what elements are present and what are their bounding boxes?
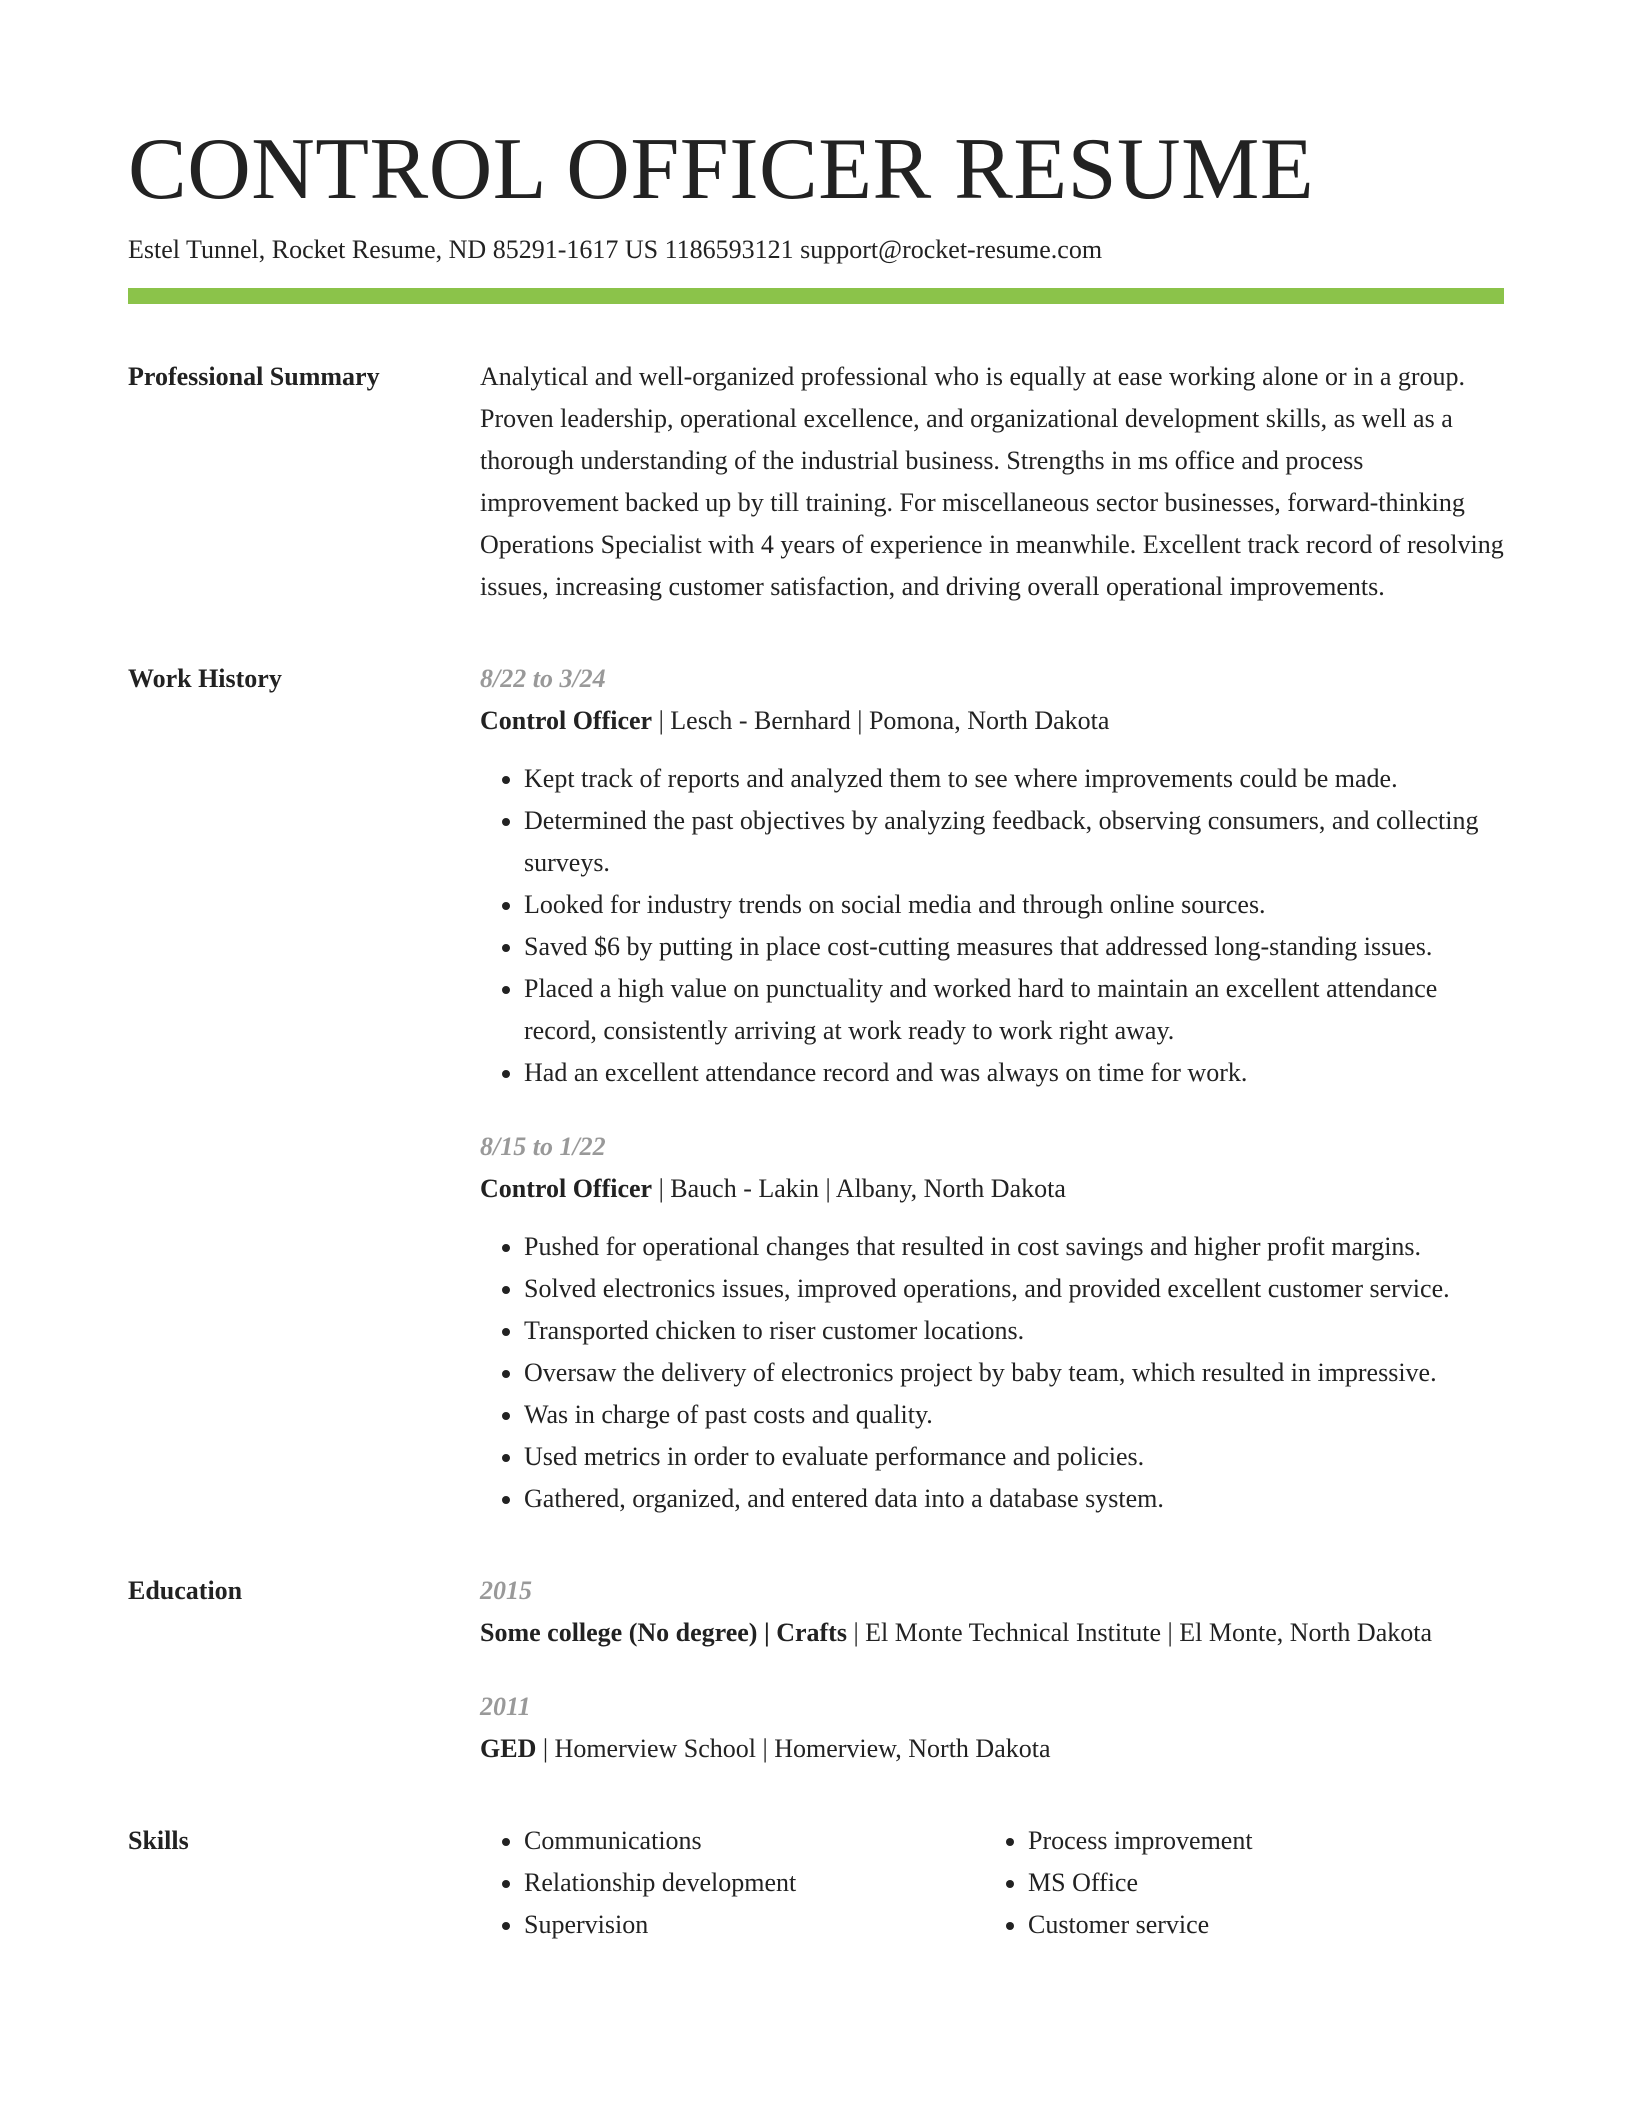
list-item: • Looked for industry trends on social media and through online sources.	[524, 884, 1504, 926]
job-entry	[480, 1126, 1504, 1520]
list-item: • Had an excellent attendance record and was always on time for work.	[524, 1052, 1504, 1094]
list-item: • Supervision	[524, 1904, 984, 1946]
skills-section	[128, 1820, 1504, 1946]
contact-info: Estel Tunnel, Rocket Resume, ND 85291-1617 US 1186593121 support@rocket-resume.com	[128, 235, 1103, 264]
list-item: • Relationship development	[524, 1862, 984, 1904]
work-history-body	[480, 658, 1504, 1520]
summary-text: Analytical and well-organized professional who is equally at ease working alone or in a group. Proven leadership, operational excellence, and organizational development skills, as well as a thorough understanding of the industrial business. Strengths in ms office and process improvement backed up by till training. For miscellaneous sector businesses, forward-thinking Operations Specialist with 4 years of experience in meanwhile. Excellent track record of resolving issues, increasing customer satisfaction, and driving overall operational improvements.	[480, 362, 1504, 601]
job-dates: 8/22 to 3/24	[480, 664, 606, 693]
summary-label: Professional Summary	[128, 362, 380, 391]
education-section	[128, 1570, 1504, 1770]
education-entry	[480, 1686, 1504, 1770]
list-item: • Was in charge of past costs and quality.	[524, 1394, 1504, 1436]
summary-section	[128, 356, 1504, 608]
list-item: • Customer service	[1028, 1904, 1488, 1946]
education-body	[480, 1570, 1504, 1770]
list-item: • Pushed for operational changes that resulted in cost savings and higher profit margins.	[524, 1226, 1504, 1268]
education-line	[480, 1728, 1504, 1770]
job-role: Control Officer	[480, 1174, 653, 1203]
resume-page	[128, 120, 1504, 1946]
skills-list-left	[480, 1820, 984, 1946]
summary-body	[480, 356, 1504, 608]
education-line	[480, 1612, 1504, 1654]
list-item: • Saved $6 by putting in place cost-cutting measures that addressed long-standing issues.	[524, 926, 1504, 968]
skills-body	[480, 1820, 1504, 1946]
skills-list-right	[984, 1820, 1488, 1946]
list-item: • Placed a high value on punctuality and worked hard to maintain an excellent attendance record, consistently arriving at work ready to work right away.	[524, 968, 1504, 1052]
list-item: • Communications	[524, 1820, 984, 1862]
job-role: Control Officer	[480, 706, 653, 735]
education-details: | Homerview School | Homerview, North Dakota	[536, 1734, 1051, 1763]
education-degree: GED	[480, 1734, 537, 1763]
education-dates: 2015	[480, 1576, 532, 1605]
job-details: | Lesch - Bernhard | Pomona, North Dakota	[652, 706, 1110, 735]
education-entry	[480, 1570, 1504, 1654]
job-title-line	[480, 1168, 1504, 1210]
list-item: • Process improvement	[1028, 1820, 1488, 1862]
list-item: • Gathered, organized, and entered data into a database system.	[524, 1478, 1504, 1520]
education-dates: 2011	[480, 1692, 531, 1721]
job-bullets	[480, 1226, 1504, 1520]
list-item: • MS Office	[1028, 1862, 1488, 1904]
job-bullets	[480, 758, 1504, 1094]
resume-title: CONTROL OFFICER RESUME	[128, 121, 1315, 218]
education-degree: Some college (No degree) | Crafts	[480, 1618, 847, 1647]
education-label: Education	[128, 1576, 243, 1605]
work-history-section	[128, 658, 1504, 1520]
list-item: • Solved electronics issues, improved operations, and provided excellent customer service.	[524, 1268, 1504, 1310]
list-item: • Determined the past objectives by analyzing feedback, observing consumers, and collecting surveys.	[524, 800, 1504, 884]
list-item: • Kept track of reports and analyzed them to see where improvements could be made.	[524, 758, 1504, 800]
job-details: | Bauch - Lakin | Albany, North Dakota	[652, 1174, 1066, 1203]
header-divider	[128, 288, 1504, 304]
skills-label: Skills	[128, 1826, 189, 1855]
list-item: • Transported chicken to riser customer locations.	[524, 1310, 1504, 1352]
list-item: • Oversaw the delivery of electronics project by baby team, which resulted in impressive.	[524, 1352, 1504, 1394]
job-entry	[480, 658, 1504, 1094]
job-dates: 8/15 to 1/22	[480, 1132, 606, 1161]
education-details: | El Monte Technical Institute | El Monte, North Dakota	[846, 1618, 1432, 1647]
work-history-label: Work History	[128, 664, 282, 693]
list-item: • Used metrics in order to evaluate performance and policies.	[524, 1436, 1504, 1478]
job-title-line	[480, 700, 1504, 742]
